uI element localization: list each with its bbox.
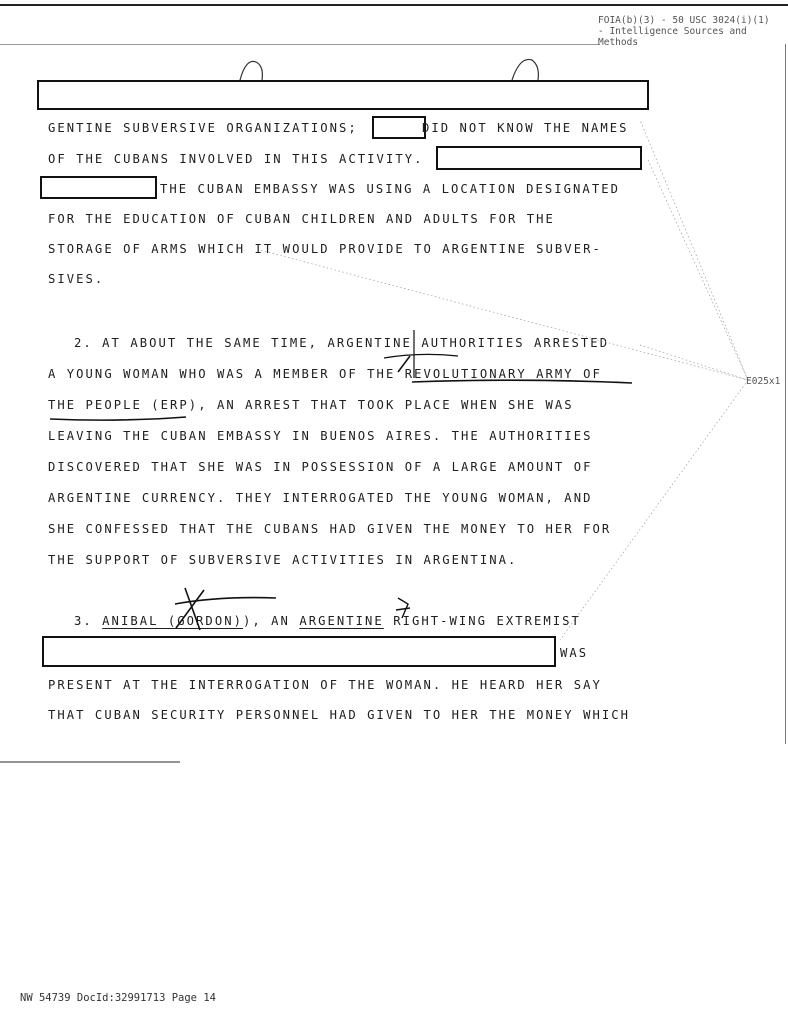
foia-exemption-line-2: - Intelligence Sources and <box>598 26 747 37</box>
text-line: WAS <box>560 646 589 660</box>
text-line: SHE CONFESSED THAT THE CUBANS HAD GIVEN THE MONEY TO HER FOR <box>48 522 612 536</box>
text-line: ARGENTINE CURRENCY. THEY INTERROGATED THE YOUNG WOMAN, AND <box>48 491 593 505</box>
para-number: 3. <box>74 614 103 628</box>
name-underlined: ANIBAL (GORDON) <box>102 614 243 628</box>
exemption-code-label: E025x1 <box>746 376 781 387</box>
foia-exemption-line-1: FOIA(b)(3) - 50 USC 3024(i)(1) <box>598 15 770 26</box>
text-line: 2. AT ABOUT THE SAME TIME, ARGENTINE AUTHORITIES ARRESTED <box>74 336 610 350</box>
text-line: THE PEOPLE (ERP), AN ARREST THAT TOOK PLACE WHEN SHE WAS <box>48 398 574 412</box>
text-line: PRESENT AT THE INTERROGATION OF THE WOMAN. HE HEARD HER SAY <box>48 678 602 692</box>
text-line: THAT CUBAN SECURITY PERSONNEL HAD GIVEN TO HER THE MONEY WHICH <box>48 708 631 722</box>
text-line: GENTINE SUBVERSIVE ORGANIZATIONS; <box>48 121 358 135</box>
text-fragment: ), AN <box>242 614 300 628</box>
text-line: DISCOVERED THAT SHE WAS IN POSSESSION OF A LARGE AMOUNT OF <box>48 460 593 474</box>
text-line: FOR THE EDUCATION OF CUBAN CHILDREN AND ADULTS FOR THE <box>48 212 555 226</box>
text-line: THE CUBAN EMBASSY WAS USING A LOCATION DESIGNATED <box>160 182 620 196</box>
text-line: LEAVING THE CUBAN EMBASSY IN BUENOS AIRES. THE AUTHORITIES <box>48 429 593 443</box>
text-line: OF THE CUBANS INVOLVED IN THIS ACTIVITY. <box>48 152 424 166</box>
footer-doc-id: NW 54739 DocId:32991713 Page 14 <box>20 992 216 1004</box>
text-underlined: ARGENTINE <box>299 614 384 628</box>
text-line: SIVES. <box>48 272 105 286</box>
text-line: THE SUPPORT OF SUBVERSIVE ACTIVITIES IN ARGENTINA. <box>48 553 518 567</box>
text-line: A YOUNG WOMAN WHO WAS A MEMBER OF THE REVOLUTIONARY ARMY OF <box>48 367 602 381</box>
text-fragment: RIGHT-WING EXTREMIST <box>383 614 581 628</box>
text-line: DID NOT KNOW THE NAMES <box>422 121 629 135</box>
foia-exemption-line-3: Methods <box>598 37 639 48</box>
text-line: STORAGE OF ARMS WHICH IT WOULD PROVIDE TO ARGENTINE SUBVER- <box>48 242 602 256</box>
